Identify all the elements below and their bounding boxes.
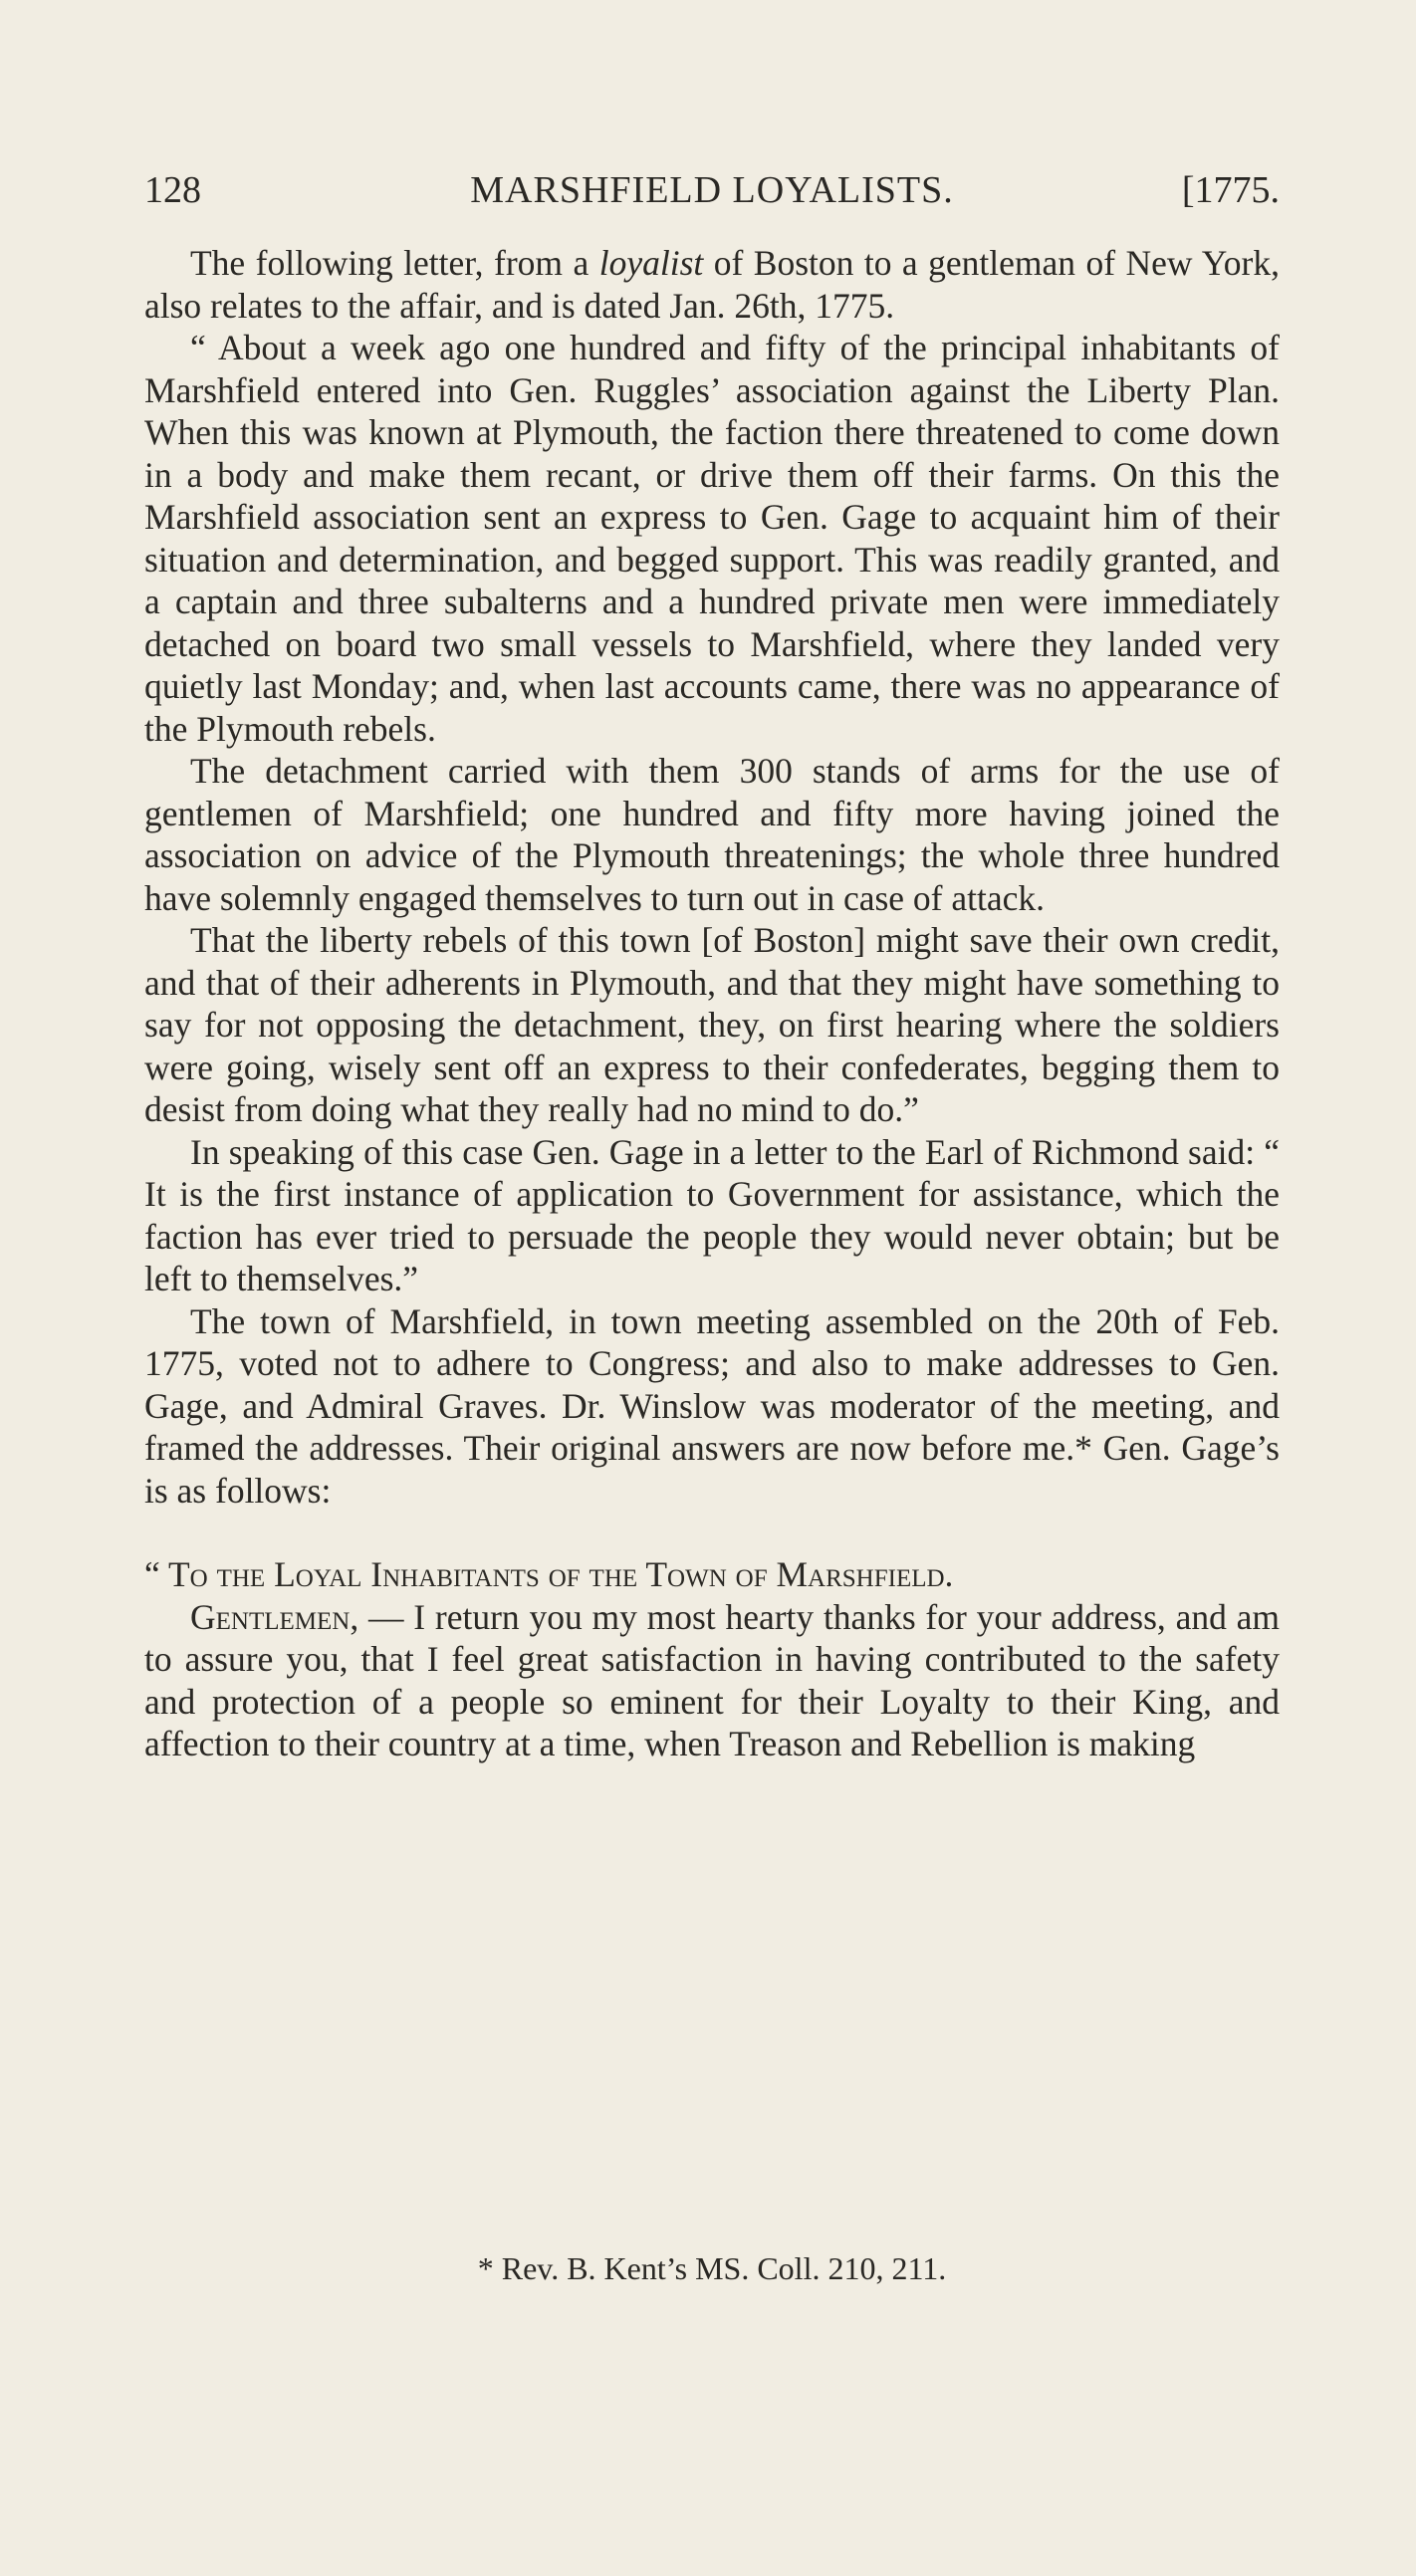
footnote: * Rev. B. Kent’s MS. Coll. 210, 211. (477, 2250, 947, 2286)
salutation: Gentlemen, (190, 1596, 359, 1637)
address-heading: “ To the Loyal Inhabitants of the Town of Marshfield. (144, 1554, 954, 1594)
page-number: 128 (144, 169, 201, 211)
paragraph-town-meeting: The town of Marshfield, in town meeting assembled on the 20th of Feb. 1775, voted not to adhere to Congress; and also to make addresses to Gen. Gage, and Admiral Graves. Dr. Winslow was moderator of the meeting, and framed the addresses. Their original answers are now before me.* Gen. Gage’s is as follows: (144, 1300, 1280, 1511)
paragraph-gage-letter: In speaking of this case Gen. Gage in a letter to the Earl of Richmond said: “ It is the first instance of application to Government for assistance, which the faction has ever tried to persuade the people they would never obtain; but be left to themselves.” (144, 1131, 1280, 1298)
running-header (144, 164, 1280, 216)
italic-loyalist: loyalist (598, 243, 704, 283)
paragraph-letter-quote: “ About a week ago one hundred and fifty of the principal inhabitants of Marshfield entered into Gen. Ruggles’ association against the Liberty Plan. When this was known at Plymouth, the faction there threatened to come down in a body and make them recant, or drive them off their farms. On this the Marshfield association sent an express to Gen. Gage to acquaint him of their situation and determination, and begged support. This was readily granted, and a captain and three subalterns and a hundred private men were immediately detached on board two small vessels to Marshfield, where they landed very quietly last Monday; and, when last accounts came, there was no appearance of the Plymouth rebels. (144, 328, 1280, 749)
running-title: MARSHFIELD LOYALISTS. (470, 169, 954, 211)
paragraph-liberty-rebels: That the liberty rebels of this town [of Boston] might save their own credit, and that of their adherents in Plymouth, and that they might have something to say for not opposing the detachment, they, on first hearing where the soldiers were going, wisely sent off an express to their confederates, begging them to desist from doing what they really had no mind to do.” (144, 920, 1280, 1129)
paragraph-gage-reply: Gentlemen, — I return you my most hearty thanks for your address, and am to assure you, that I feel great satisfaction in having contributed to the safety and protection of a people so eminent for their Loyalty to their King, and affection to their country at a time, when Treason and Rebellion is making (144, 1596, 1280, 1763)
header-year: [1775. (1181, 169, 1280, 211)
paragraph-detachment: The detachment carried with them 300 stands of arms for the use of gentlemen of Marshfield; one hundred and fifty more having joined the association on advice of the Plymouth threatenings; the whole three hundred have solemnly engaged themselves to turn out in case of attack. (144, 751, 1280, 918)
body-text (144, 242, 1280, 1765)
paragraph-intro: The following letter, from a loyalist of Boston to a gentleman of New York, also relates to the affair, and is dated Jan. 26th, 1775. (144, 243, 1280, 326)
